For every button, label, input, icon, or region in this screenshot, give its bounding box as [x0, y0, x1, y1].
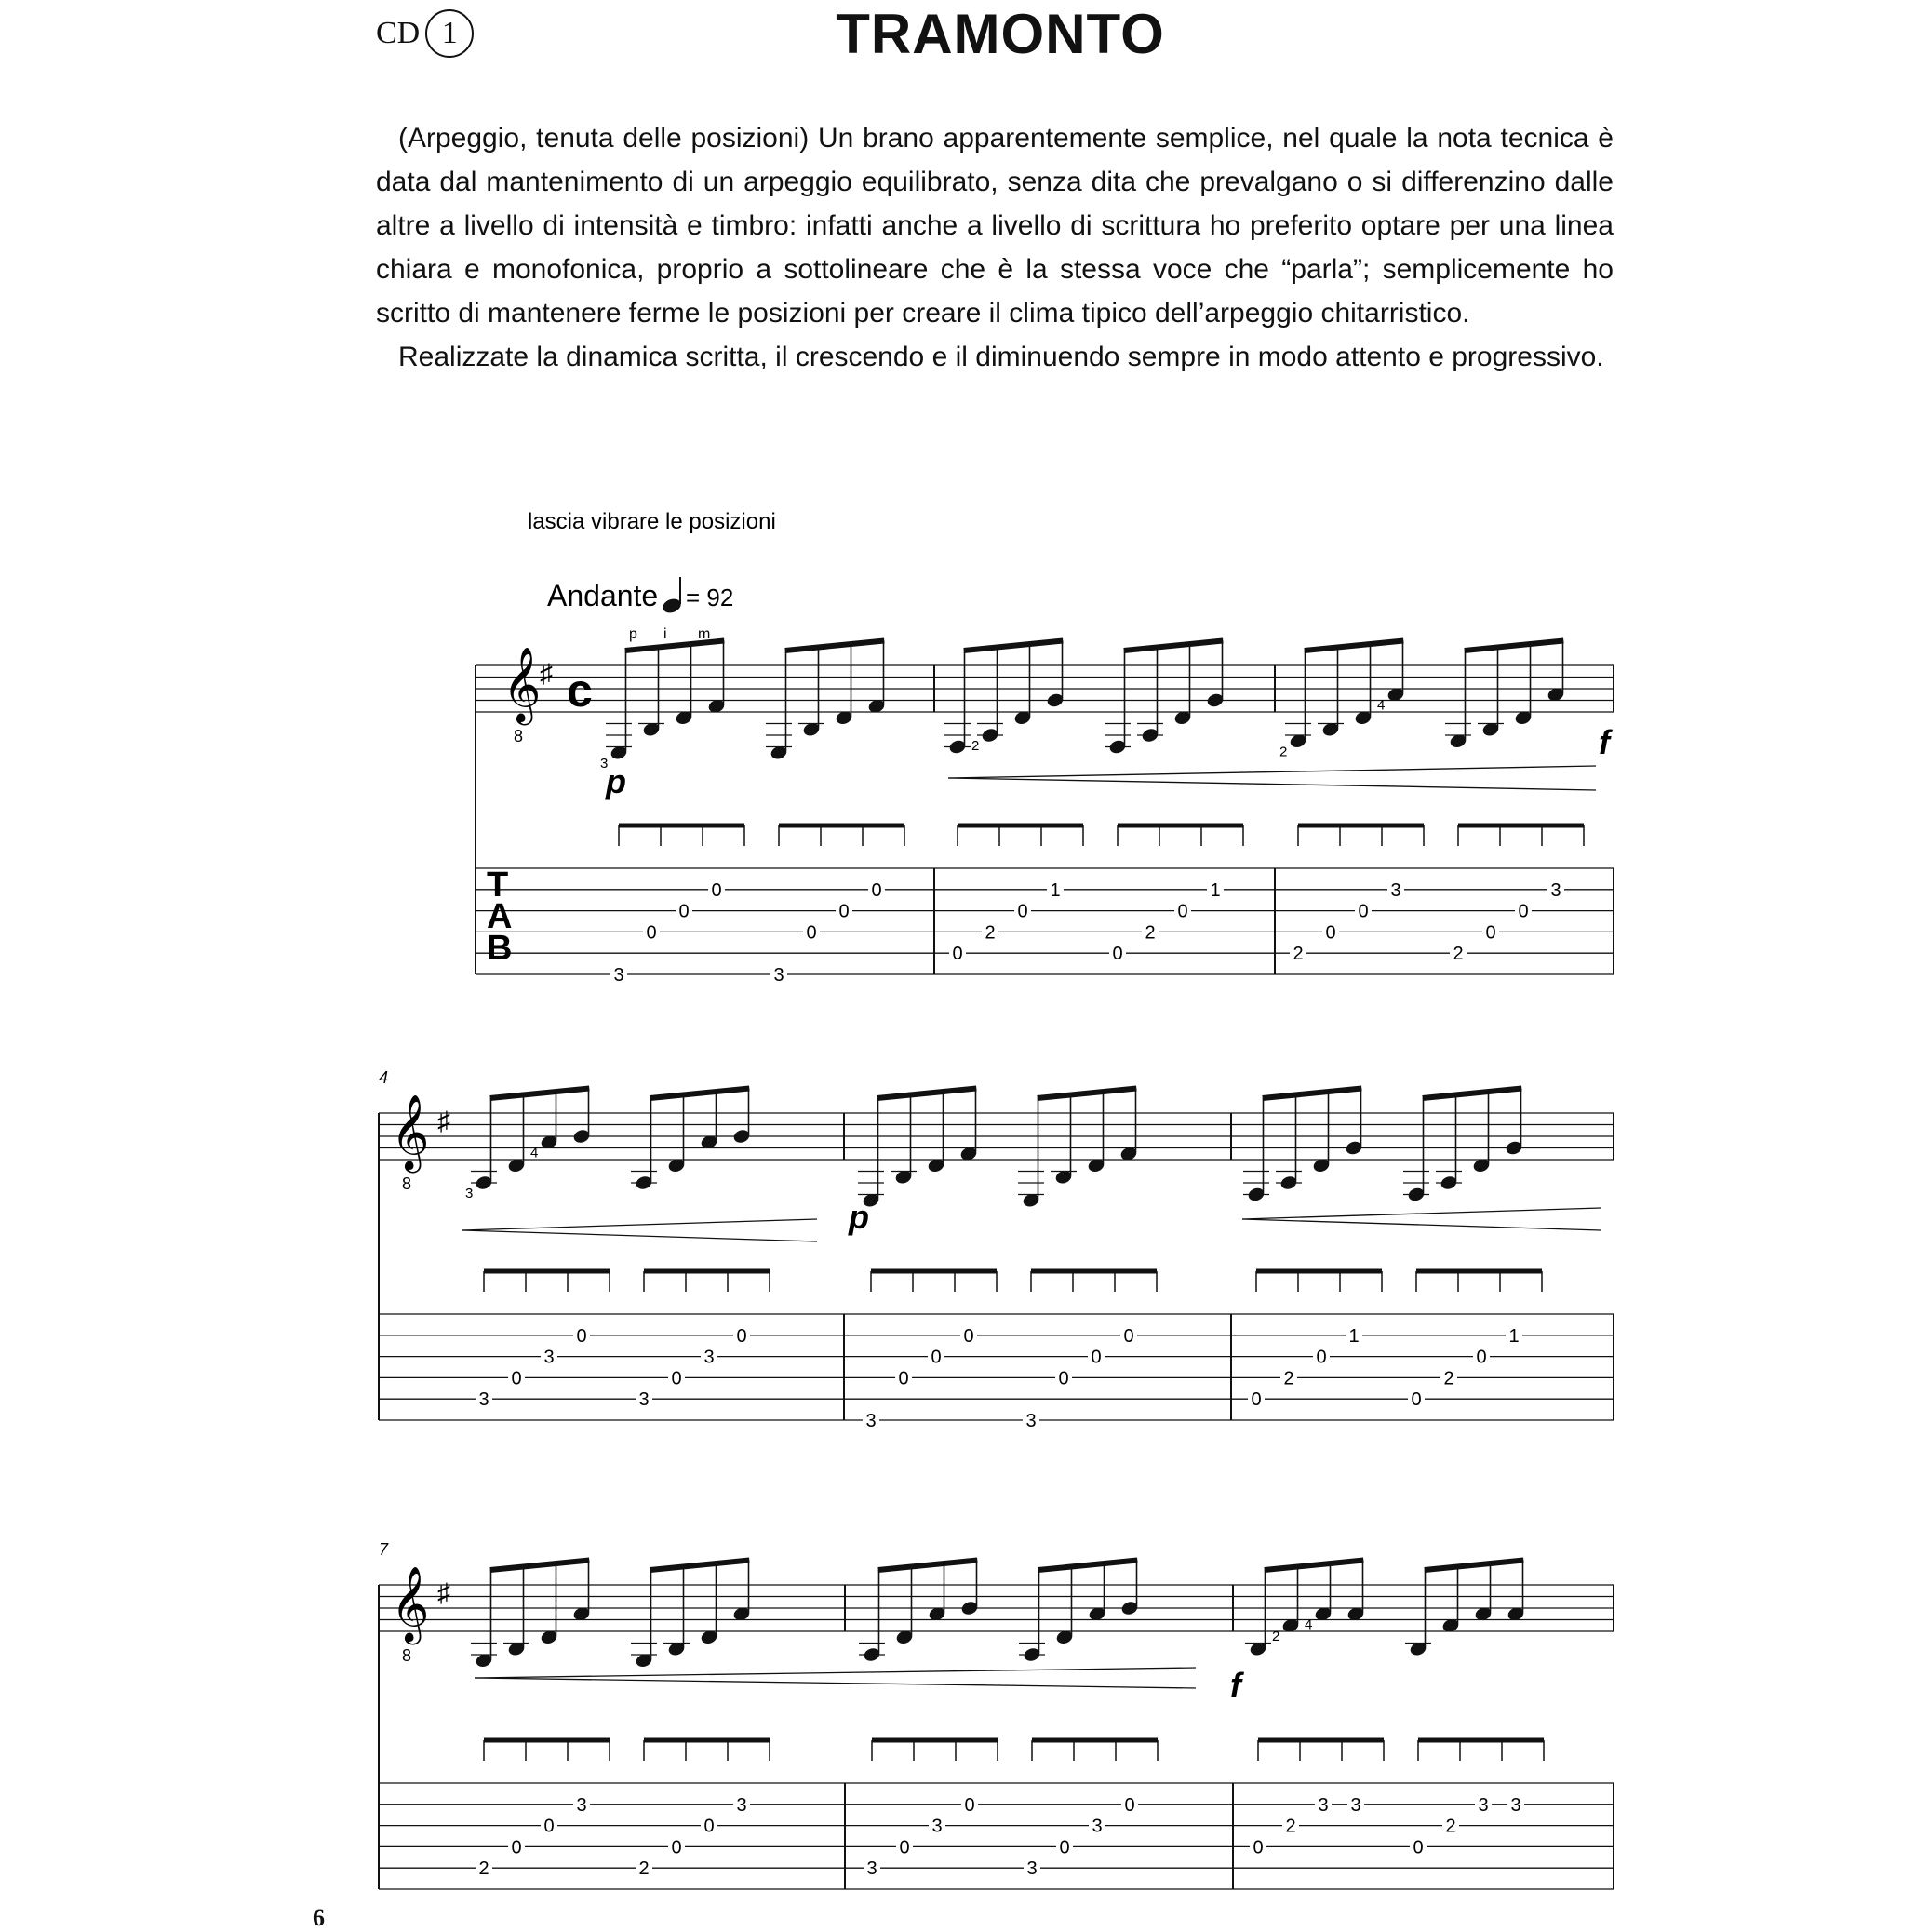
- tab-fret-number: 0: [511, 1368, 522, 1389]
- tab-fret-number: 0: [952, 944, 963, 965]
- intro-paragraph-2: Realizzate la dinamica scritta, il crescendo e il diminuendo sempre in modo attento e progressivo.: [398, 342, 1604, 372]
- hairpin-line: [1242, 1208, 1601, 1219]
- beam: [1265, 1561, 1364, 1571]
- beam: [1124, 641, 1224, 651]
- tab-fret-number: 0: [899, 1837, 910, 1858]
- tab-letter: T: [487, 865, 509, 905]
- key-sharp: ♯: [437, 1107, 450, 1135]
- tab-fret-number: 3: [1025, 1411, 1037, 1431]
- tab-fret-number: 3: [736, 1794, 747, 1816]
- tab-fret-number: 2: [638, 1858, 650, 1880]
- tab-fret-number: 3: [638, 1389, 650, 1411]
- hairpin-line: [1242, 1219, 1601, 1230]
- tab-fret-number: 0: [1325, 922, 1336, 944]
- tab-letter: A: [487, 897, 513, 936]
- treble-clef: 𝄞: [391, 1567, 430, 1640]
- tab-fret-number: 2: [1443, 1368, 1454, 1389]
- tab-fret-number: 3: [865, 1411, 877, 1431]
- tab-fret-number: 3: [478, 1389, 489, 1411]
- beam: [1425, 1561, 1524, 1571]
- fingering: 4: [1305, 1617, 1313, 1633]
- cd-track-number: 1: [425, 9, 474, 58]
- tab-letter: B: [487, 929, 513, 968]
- tab-fret-number: 1: [1210, 879, 1221, 901]
- tab-fret-number: 0: [1124, 1794, 1135, 1816]
- tab-fret-number: 0: [898, 1368, 909, 1389]
- tab-fret-number: 0: [1091, 1347, 1102, 1368]
- tab-fret-number: 0: [1251, 1389, 1262, 1411]
- cd-label: CD: [376, 16, 421, 50]
- beam: [877, 1089, 977, 1099]
- right-hand-finger: m: [698, 626, 711, 642]
- tab-fret-number: 0: [963, 1325, 974, 1347]
- tab-fret-number: 2: [1283, 1368, 1294, 1389]
- tab-fret-number: 0: [576, 1325, 587, 1347]
- tab-fret-number: 0: [1413, 1837, 1424, 1858]
- tab-fret-number: 0: [646, 922, 657, 944]
- beam: [878, 1561, 978, 1571]
- tab-fret-number: 0: [678, 901, 690, 922]
- tempo-label: Andante: [547, 579, 659, 612]
- tab-fret-number: 0: [671, 1368, 682, 1389]
- tab-fret-number: 3: [543, 1347, 555, 1368]
- hairpin-line: [948, 778, 1596, 790]
- octave-eight: 8: [514, 727, 524, 745]
- octave-eight: 8: [402, 1174, 412, 1193]
- tab-fret-number: 2: [1453, 944, 1464, 965]
- measure-number: 7: [379, 1540, 389, 1559]
- tab-fret-number: 1: [1508, 1325, 1520, 1347]
- hairpin-line: [475, 1668, 1196, 1678]
- tab-fret-number: 0: [671, 1837, 682, 1858]
- tab-fret-number: 3: [1318, 1794, 1329, 1816]
- tab-fret-number: 0: [703, 1816, 715, 1837]
- tempo-bpm: = 92: [686, 584, 734, 611]
- tab-fret-number: 3: [1350, 1794, 1361, 1816]
- beam: [1038, 1089, 1137, 1099]
- tab-fret-number: 0: [1177, 901, 1188, 922]
- dynamic-marking: p: [606, 762, 626, 800]
- tab-fret-number: 0: [871, 879, 882, 901]
- key-sharp: ♯: [437, 1578, 450, 1607]
- tab-fret-number: 0: [1058, 1368, 1069, 1389]
- tab-fret-number: 0: [806, 922, 817, 944]
- tab-fret-number: 0: [1316, 1347, 1327, 1368]
- treble-clef: 𝄞: [502, 648, 542, 720]
- hairpin-line: [462, 1219, 817, 1230]
- performance-note: lascia vibrare le posizioni: [528, 509, 776, 534]
- tab-fret-number: 3: [1550, 879, 1561, 901]
- tab-fret-number: 0: [1112, 944, 1123, 965]
- fingering: 2: [971, 738, 980, 754]
- dynamic-marking: f: [1230, 1666, 1241, 1704]
- tab-fret-number: 1: [1348, 1325, 1360, 1347]
- beam: [1423, 1089, 1522, 1099]
- tab-fret-number: 0: [711, 879, 722, 901]
- tab-fret-number: 2: [985, 922, 996, 944]
- beam: [1305, 641, 1404, 651]
- fingering: 4: [530, 1145, 539, 1161]
- tab-fret-number: 2: [1285, 1816, 1296, 1837]
- hairpin-line: [462, 1230, 817, 1241]
- tab-fret-number: 0: [1485, 922, 1496, 944]
- fingering: 4: [1377, 697, 1386, 714]
- treble-clef: 𝄞: [391, 1095, 430, 1168]
- tab-fret-number: 3: [773, 965, 784, 986]
- tab-fret-number: 3: [931, 1816, 943, 1837]
- dynamic-marking: p: [849, 1198, 869, 1236]
- tab-fret-number: 0: [1358, 901, 1369, 922]
- measure-number: 4: [379, 1068, 389, 1087]
- key-sharp: ♯: [540, 659, 553, 688]
- beam: [490, 1089, 590, 1099]
- tab-fret-number: 0: [1059, 1837, 1070, 1858]
- hairpin-line: [948, 766, 1596, 778]
- tab-fret-number: 0: [1253, 1837, 1264, 1858]
- tab-fret-number: 0: [1476, 1347, 1487, 1368]
- time-signature: c: [567, 664, 593, 717]
- beam: [625, 641, 725, 651]
- tab-fret-number: 0: [838, 901, 850, 922]
- tab-fret-number: 0: [1017, 901, 1028, 922]
- piece-title: TRAMONTO: [836, 3, 1165, 65]
- tab-fret-number: 2: [1145, 922, 1156, 944]
- tab-fret-number: 3: [866, 1858, 877, 1880]
- beam: [490, 1561, 590, 1571]
- tab-fret-number: 2: [1445, 1816, 1456, 1837]
- tab-fret-number: 1: [1050, 879, 1061, 901]
- intro-paragraph-1: (Arpeggio, tenuta delle posizioni) Un brano apparentemente semplice, nel quale la nota tecnica è data dal mantenimento di un arpeggio equilibrato, senza dita che prevalgano o si differenzino dalle altre a livello di intensità e timbro: infatti anche a livello di scrittura ho preferito optare per una linea chiara e monofonica, proprio a sottolineare che è la stessa voce che “parla”; semplicemente ho scritto di mantenere ferme le posizioni per creare il clima tipico dell’arpeggio chitarristico.: [376, 123, 1614, 329]
- beam: [650, 1089, 750, 1099]
- tab-fret-number: 0: [1123, 1325, 1134, 1347]
- tab-fret-number: 0: [736, 1325, 747, 1347]
- right-hand-finger: i: [663, 626, 667, 642]
- tab-fret-number: 3: [1478, 1794, 1489, 1816]
- beam: [1465, 641, 1564, 651]
- dynamic-marking: f: [1599, 723, 1610, 761]
- tab-fret-number: 0: [964, 1794, 975, 1816]
- beam: [964, 641, 1064, 651]
- beam: [650, 1561, 750, 1571]
- right-hand-finger: p: [629, 626, 637, 642]
- tab-fret-number: 2: [478, 1858, 489, 1880]
- beam: [1038, 1561, 1138, 1571]
- tab-fret-number: 0: [511, 1837, 522, 1858]
- fingering: 3: [465, 1186, 474, 1201]
- page-number: 6: [313, 1904, 325, 1931]
- octave-eight: 8: [402, 1646, 412, 1665]
- beam: [785, 641, 885, 651]
- tab-fret-number: 3: [613, 965, 624, 986]
- tab-fret-number: 0: [931, 1347, 942, 1368]
- tab-fret-number: 0: [1518, 901, 1529, 922]
- beam: [1263, 1089, 1362, 1099]
- tab-fret-number: 2: [1293, 944, 1304, 965]
- hairpin-line: [475, 1678, 1196, 1688]
- tab-fret-number: 3: [1510, 1794, 1521, 1816]
- tab-fret-number: 0: [1411, 1389, 1422, 1411]
- tab-fret-number: 3: [1092, 1816, 1103, 1837]
- fingering: 2: [1279, 744, 1288, 760]
- tab-fret-number: 3: [1390, 879, 1401, 901]
- fingering: 3: [600, 755, 609, 771]
- fingering: 2: [1272, 1628, 1280, 1644]
- tab-fret-number: 0: [543, 1816, 555, 1837]
- tab-fret-number: 3: [576, 1794, 587, 1816]
- tab-fret-number: 3: [703, 1347, 715, 1368]
- tab-fret-number: 3: [1026, 1858, 1038, 1880]
